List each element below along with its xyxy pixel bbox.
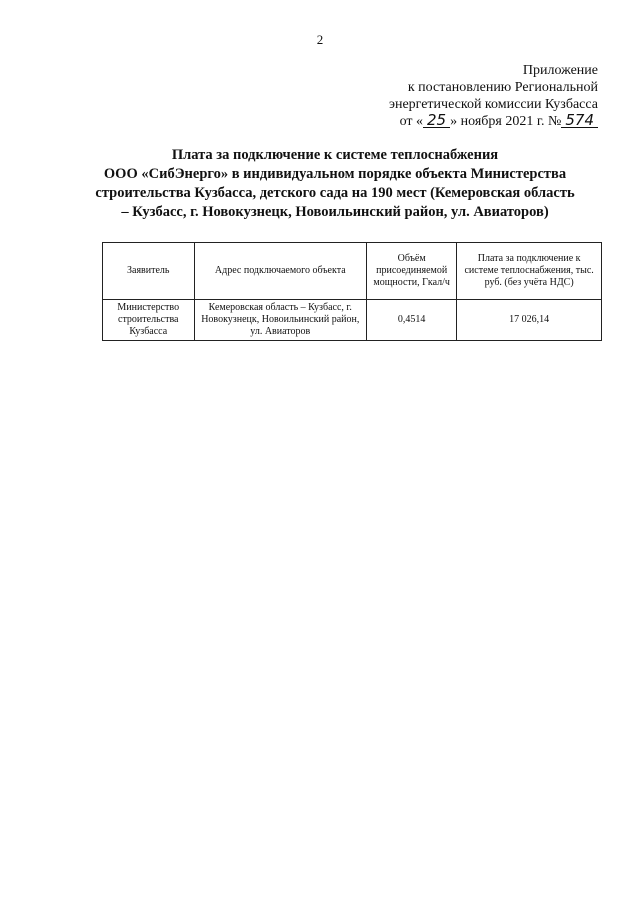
header-fee: Плата за подключение к системе теплоснабжения, тыс. руб. (без учёта НДС) [457,243,602,300]
fee-table [102,242,602,341]
title-line-2: ООО «СибЭнерго» в индивидуальном порядке объекта Министерства [103,166,567,182]
page-number: 2 [316,32,324,47]
header-capacity: Объём присоединяемой мощности, Гкал/ч [367,243,457,300]
header-address: Адрес подключаемого объекта [194,243,367,300]
date-middle: » ноября 2021 г. № [450,114,562,129]
appendix-date-line [338,113,598,130]
cell-address: Кемеровская область – Кузбасс, г. Новокузнецк, Новоильинский район, ул. Авиаторов [194,300,367,341]
document-title [60,146,610,222]
cell-fee: 17 026,14 [457,300,602,341]
handwritten-day: 25 [423,113,450,128]
appendix-block [338,62,598,130]
appendix-line-1: Приложение [522,63,598,78]
appendix-line-3: энергетической комиссии Кузбасса [388,97,598,112]
table-row [103,300,602,341]
date-prefix: от « [399,114,424,129]
header-applicant: Заявитель [103,243,195,300]
cell-applicant: Министерство строительства Кузбасса [103,300,195,341]
title-line-4: – Кузбасс, г. Новокузнецк, Новоильинский район, ул. Авиаторов) [121,204,549,220]
table-header-row [103,243,602,300]
title-line-3: строительства Кузбасса, детского сада на 190 мест (Кемеровская область [95,185,575,201]
handwritten-doc-number: 574 [561,113,598,128]
appendix-line-2: к постановлению Региональной [407,80,598,95]
title-line-1: Плата за подключение к системе теплоснабжения [171,147,499,163]
cell-capacity: 0,4514 [367,300,457,341]
